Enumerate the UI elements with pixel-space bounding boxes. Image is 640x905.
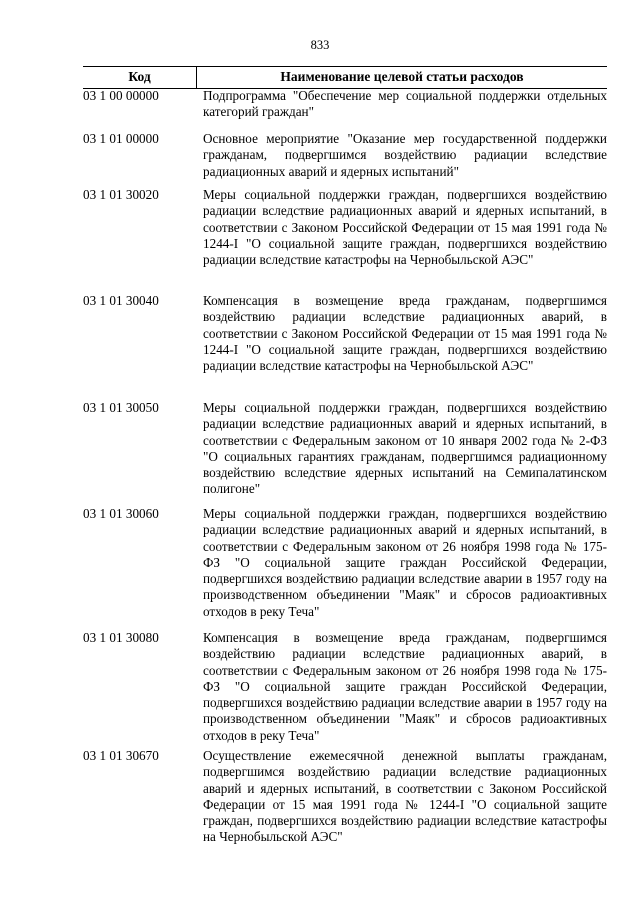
table-row — [83, 293, 607, 400]
table-row — [83, 506, 607, 630]
row-code: 03 1 01 30020 — [83, 187, 159, 202]
table-row — [83, 88, 607, 131]
row-code: 03 1 01 00000 — [83, 131, 159, 146]
header-name: Наименование целевой статьи расходов — [280, 69, 524, 84]
table-row — [83, 748, 607, 848]
header-code: Код — [83, 67, 197, 88]
row-code: 03 1 01 30080 — [83, 630, 159, 645]
row-description: Подпрограмма "Обеспечение мер социальной поддержки отдельных категорий граждан" — [203, 88, 607, 120]
row-description: Компенсация в возмещение вреда гражданам, подвергшимся воздействию радиации вследствие радиационных аварий, в соответствии с Федеральным законом от 26 ноября 1998 года № 175-ФЗ "О социальной защите граждан Российской Федерации, подвергшихся воздействию радиации вследствие аварии в 1957 году на производственном объединении "Маяк" и сбросов радиоактивных отходов в реку Теча" — [203, 630, 607, 743]
row-description: Меры социальной поддержки граждан, подвергшихся воздействию радиации вследствие радиационных аварий и ядерных испытаний, в соответствии с Федеральным законом от 26 ноября 1998 года № 175-ФЗ "О социальной защите граждан Российской Федерации, подвергшихся воздействию радиации вследствие аварии в 1957 году на производственном объединении "Маяк" и сбросов радиоактивных отходов в реку Теча" — [203, 506, 607, 619]
table-body — [83, 88, 607, 848]
row-code: 03 1 01 30670 — [83, 748, 159, 763]
table-header — [83, 66, 607, 89]
table-row — [83, 187, 607, 293]
table-row — [83, 131, 607, 187]
page-number: 833 — [310, 38, 330, 52]
row-code: 03 1 01 30040 — [83, 293, 159, 308]
row-code: 03 1 01 30050 — [83, 400, 159, 415]
row-description: Основное мероприятие "Оказание мер государственной поддержки гражданам, подвергшимся воздействию радиации вследствие радиационных аварий и ядерных испытаний" — [203, 131, 607, 179]
table-row — [83, 400, 607, 506]
row-description: Меры социальной поддержки граждан, подвергшихся воздействию радиации вследствие радиационных аварий и ядерных испытаний, в соответствии с Федеральным законом от 10 января 2002 года № 2-ФЗ "О социальных гарантиях гражданам, подвергшимся радиационному воздействию вследствие ядерных испытаний на Семипалатинском полигоне" — [203, 400, 607, 497]
row-description: Компенсация в возмещение вреда гражданам, подвергшимся воздействию радиации вследствие радиационных аварий, в соответствии с Законом Российской Федерации от 15 мая 1991 года № 1244-I "О социальной защите граждан, подвергшихся воздействию радиации вследствие катастрофы на Чернобыльской АЭС" — [203, 293, 607, 374]
row-description: Меры социальной поддержки граждан, подвергшихся воздействию радиации вследствие радиационных аварий и ядерных испытаний, в соответствии с Законом Российской Федерации от 15 мая 1991 года № 1244-I "О социальной защите граждан, подвергшихся воздействию радиации вследствие катастрофы на Чернобыльской АЭС" — [203, 187, 607, 268]
row-code: 03 1 00 00000 — [83, 88, 159, 103]
row-description: Осуществление ежемесячной денежной выплаты гражданам, подвергшимся воздействию радиации вследствие радиационных аварий и ядерных испытаний, в соответствии с Законом Российской Федерации от 15 мая 1991 года № 1244-I "О социальной защите граждан, подвергшихся воздействию радиации вследствие катастрофы на Чернобыльской АЭС" — [203, 748, 607, 845]
row-code: 03 1 01 30060 — [83, 506, 159, 521]
table-row — [83, 630, 607, 748]
